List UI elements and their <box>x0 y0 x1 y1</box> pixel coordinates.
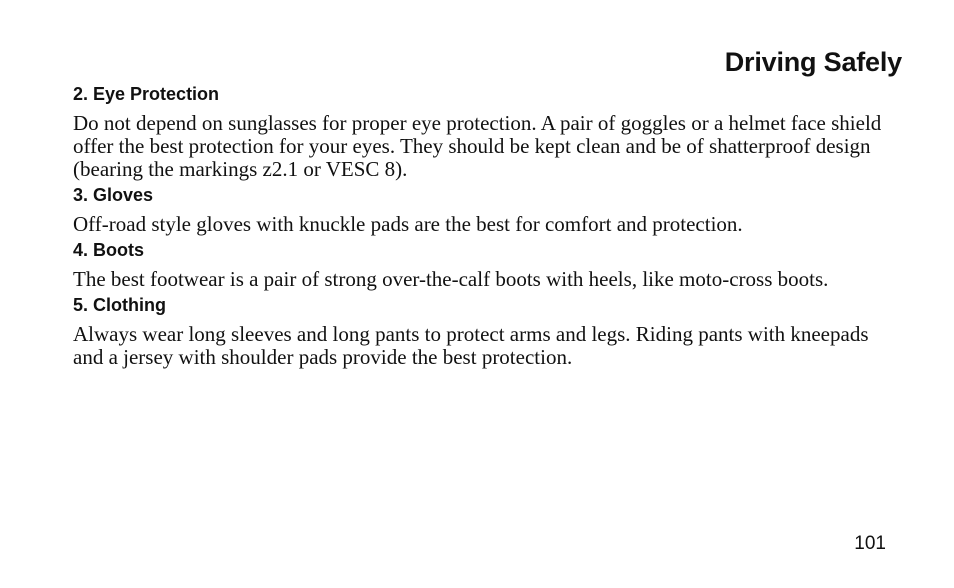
section-heading: 3. Gloves <box>73 185 154 205</box>
section-body: The best footwear is a pair of strong over-the-calf boots with heels, like moto-cross boots. <box>73 267 829 291</box>
section-heading: 5. Clothing <box>73 295 166 315</box>
section-body: Do not depend on sunglasses for proper eye protection. A pair of goggles or a helmet face shield offer the best protection for your eyes. They should be kept clean and be of shatterproof design (bearing the markings z2.1 or VESC 8). <box>73 111 882 181</box>
section-heading: 2. Eye Protection <box>73 84 220 104</box>
section-gloves <box>73 183 903 236</box>
section-eye-protection <box>73 82 903 181</box>
section-clothing <box>73 293 903 369</box>
section-body: Always wear long sleeves and long pants to protect arms and legs. Riding pants with kneepads and a jersey with shoulder pads provide the best protection. <box>73 322 869 369</box>
section-boots <box>73 238 903 291</box>
section-heading: 4. Boots <box>73 240 145 260</box>
manual-content <box>73 82 903 371</box>
page-number: 101 <box>854 533 886 554</box>
page-title: Driving Safely <box>724 47 902 77</box>
section-body: Off-road style gloves with knuckle pads are the best for comfort and protection. <box>73 212 743 236</box>
